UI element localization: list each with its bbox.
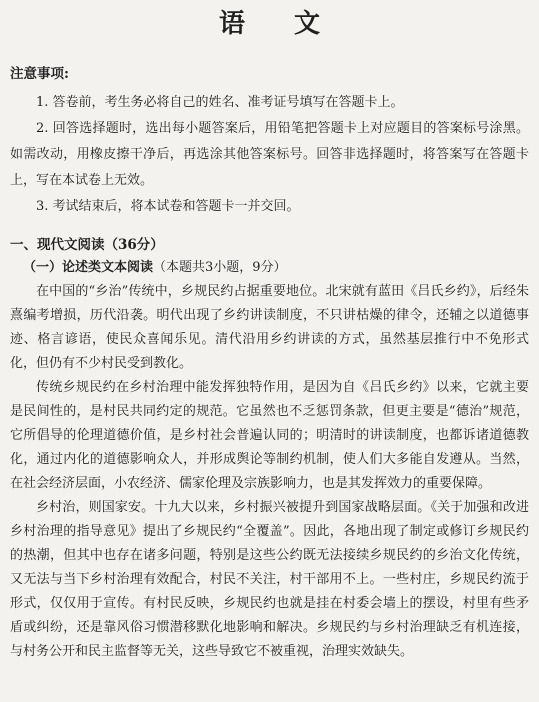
notice-item: 1. 答卷前，考生务必将自己的姓名、准考证号填写在答题卡上。 <box>36 95 404 110</box>
passage-paragraph: 乡村治，则国家安。十九大以来，乡村振兴被提升到国家战略层面。《关于加强和改进乡村治理的指导意见》提出了乡规民约“全覆盖”。因此，各地出现了制定或修订乡规民约的热潮，但其中也存在诸多问题，特别是这些公约既无法接续乡规民约的乡治文化传统，又无法与当下乡村治理有效配合，村民不关注，村干部用不上。一些村庄，乡规民约流于形式，仅仅用于宣传。有村民反映，乡规民约也就是挂在村委会墙上的摆设，村里有些矛盾或纠纷，还是靠风俗习惯潜移默化地影响和解决。乡规民约与乡村治理缺乏有机连接，与村务公开和民主监督等无关，这些导致它不被重视，治理实效缺失。 <box>10 500 529 659</box>
subsection-heading <box>10 256 529 280</box>
notice-heading: 注意事项: <box>10 66 69 82</box>
section-heading: 一、现代文阅读（36分） <box>10 237 164 253</box>
page-title: 语 文 <box>218 9 341 39</box>
subsection-label: （一）论述类文本阅读 <box>23 260 154 275</box>
subsection-note: （本题共3小题，9分） <box>153 260 287 275</box>
reading-passage <box>10 280 529 664</box>
notice-list <box>10 90 529 220</box>
passage-paragraph: 传统乡规民约在乡村治理中能发挥独特作用，是因为自《吕氏乡约》以来，它就主要是民间性的，是村民共同约定的规范。它虽然也不乏惩罚条款，但更主要是“德治”规范，它所倡导的伦理道德价值，是乡村社会普遍认同的；明清时的讲读制度，也都诉诸道德教化，通过内化的道德影响众人，并形成舆论等制约机制，使人们大多能自发遵从。当然，在社会经济层面，小农经济、儒家伦理及宗族影响力，也是其发挥效力的重要保障。 <box>10 380 529 491</box>
passage-paragraph: 在中国的“乡治”传统中，乡规民约占据重要地位。北宋就有蓝田《吕氏乡约》，后经朱熹编考增损，历代沿袭。明代出现了乡约讲读制度，不只讲枯燥的律令，还辅之以道德事迹、格言谚语，使民众喜闻乐见。清代沿用乡约讲读的方式，虽然基层推行中不免形式化，但仍有不少村民受到教化。 <box>10 284 529 371</box>
notice-item: 2. 回答选择题时，选出每小题答案后，用铅笔把答题卡上对应题目的答案标号涂黑。如需改动，用橡皮擦干净后，再选涂其他答案标号。回答非选择题时，将答案写在答题卡上，写在本试卷上无效。 <box>10 121 529 188</box>
notice-item: 3. 考试结束后，将本试卷和答题卡一并交回。 <box>36 199 300 214</box>
